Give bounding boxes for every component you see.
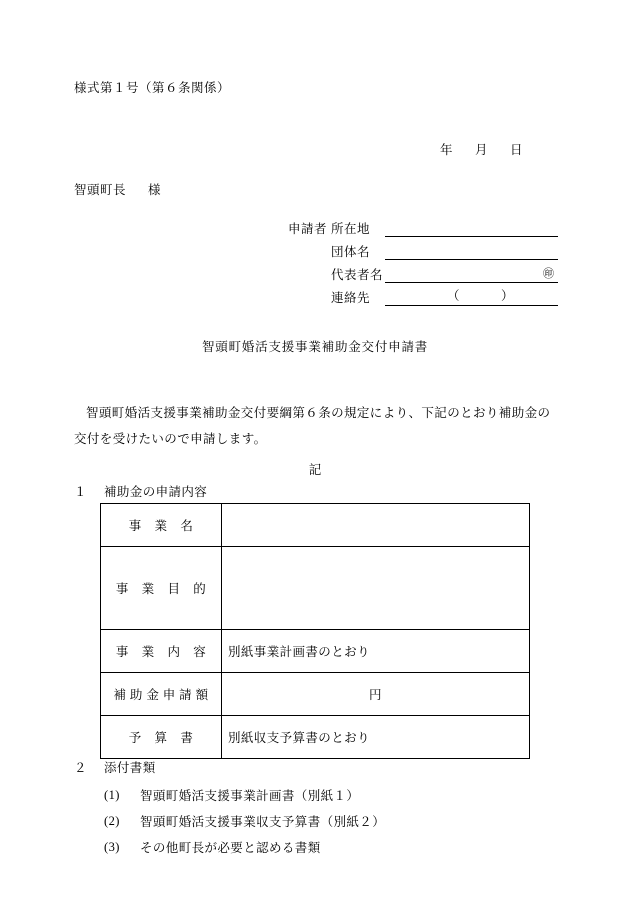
row-value-project-purpose[interactable] xyxy=(222,547,530,630)
applicant-row xyxy=(288,283,558,306)
addressee xyxy=(74,180,161,198)
page-title: 智頭町婚活支援事業補助金交付申請書 xyxy=(201,340,429,354)
addressee-honorific: 様 xyxy=(148,183,162,197)
applicant-address-field[interactable] xyxy=(385,219,558,237)
applicant-address-label: 所在地 xyxy=(331,222,371,236)
list-item-number: (1) xyxy=(104,787,120,802)
row-label-budget: 予 算 書 xyxy=(101,716,222,759)
section-2-number: ２ xyxy=(74,761,87,775)
table-row xyxy=(101,673,530,716)
applicant-row xyxy=(288,214,558,237)
row-value-subsidy-amount[interactable]: 円 xyxy=(222,673,530,716)
body-paragraph: 智頭町婚活支援事業補助金交付要綱第６条の規定により、下記のとおり補助金の交付を受けたいので申請します。 xyxy=(74,406,551,446)
section-1-label: 補助金の申請内容 xyxy=(104,485,208,499)
applicant-group-label: 団体名 xyxy=(331,245,371,259)
table-row xyxy=(101,547,530,630)
phone-paren: （ ） xyxy=(447,289,515,303)
row-value-project-name[interactable] xyxy=(222,504,530,547)
row-label-project-purpose: 事 業 目 的 xyxy=(101,547,222,630)
applicant-contact-field[interactable] xyxy=(385,288,558,306)
seal-icon: ㊞ xyxy=(543,268,554,280)
table-row xyxy=(101,504,530,547)
applicant-group-field[interactable] xyxy=(385,242,558,260)
applicant-representative-label: 代表者名 xyxy=(331,268,384,282)
table-row xyxy=(101,716,530,759)
date-month: 月 xyxy=(475,143,489,157)
list-item-number: (3) xyxy=(104,839,120,854)
row-label-project-name: 事 業 名 xyxy=(101,504,222,547)
list-item-text: 智頭町婚活支援事業収支予算書（別紙２） xyxy=(140,815,386,829)
row-label-subsidy-amount: 補 助 金 申 請 額 xyxy=(101,673,222,716)
list-item-text: その他町長が必要と認める書類 xyxy=(140,841,321,855)
application-table xyxy=(100,503,530,759)
attachment-list xyxy=(104,782,385,860)
form-number: 様式第１号（第６条関係） xyxy=(74,81,231,95)
section-1-number: １ xyxy=(74,485,87,499)
ki-mark: 記 xyxy=(308,463,322,477)
list-item xyxy=(104,834,385,860)
list-item-text: 智頭町婚活支援事業計画書（別紙１） xyxy=(140,789,360,803)
applicant-row xyxy=(288,237,558,260)
list-item xyxy=(104,782,385,808)
date-line xyxy=(440,140,523,158)
applicant-representative-field[interactable] xyxy=(385,265,558,283)
section-2-label: 添付書類 xyxy=(104,761,156,775)
table-row xyxy=(101,630,530,673)
row-value-budget[interactable]: 別紙収支予算書のとおり xyxy=(222,716,530,759)
applicant-block xyxy=(288,214,558,306)
addressee-name: 智頭町長 xyxy=(74,183,127,197)
row-value-project-content[interactable]: 別紙事業計画書のとおり xyxy=(222,630,530,673)
list-item-number: (2) xyxy=(104,813,120,828)
applicant-label: 申請者 xyxy=(288,222,328,236)
section-2-heading xyxy=(74,758,156,776)
applicant-row xyxy=(288,260,558,283)
applicant-label-spacer xyxy=(288,288,331,306)
section-1-heading xyxy=(74,482,207,500)
list-item xyxy=(104,808,385,834)
applicant-label-spacer xyxy=(288,242,331,260)
date-day: 日 xyxy=(510,143,524,157)
applicant-label-spacer xyxy=(288,265,331,283)
row-label-project-content: 事 業 内 容 xyxy=(101,630,222,673)
date-year: 年 xyxy=(440,143,454,157)
applicant-contact-label: 連絡先 xyxy=(331,291,371,305)
